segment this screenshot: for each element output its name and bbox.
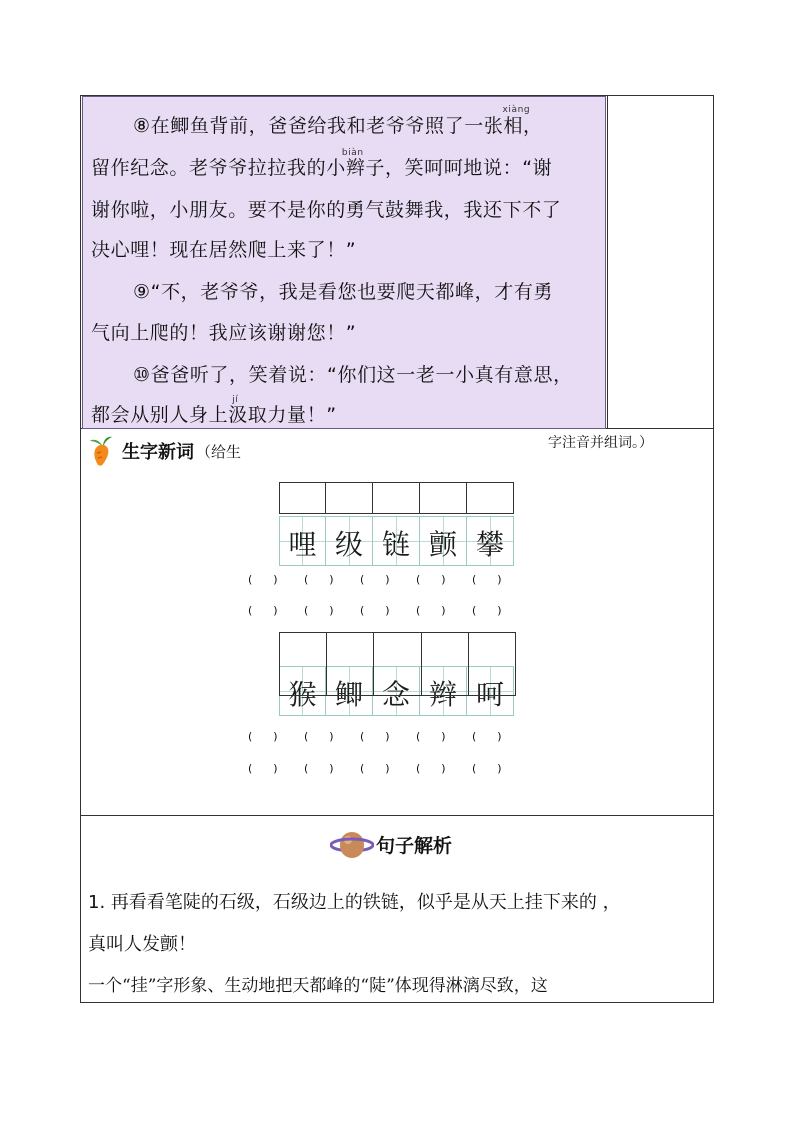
character-cell xyxy=(279,516,326,566)
character-row xyxy=(279,516,514,566)
character-cell xyxy=(373,516,420,566)
pinyin-box-frame[interactable] xyxy=(279,632,516,696)
word-blank[interactable]: ( ) xyxy=(416,604,446,617)
table-divider xyxy=(607,95,608,428)
new-character: 链 xyxy=(381,528,410,561)
analysis-sentence: 1. 再看看笔陡的石级，石级边上的铁链，似乎是从天上挂下来的 ， xyxy=(88,892,621,913)
pinyin-box[interactable] xyxy=(467,482,514,514)
passage-line xyxy=(91,148,553,180)
passage-line: 决心哩！现在居然爬上来了！” xyxy=(91,239,357,261)
passage-text: 汲取力量！” xyxy=(228,404,337,426)
passage-line: 谢你啦，小朋友。要不是你的勇气鼓舞我，我还下不了 xyxy=(91,199,562,221)
word-blank[interactable]: ( ) xyxy=(416,573,446,586)
word-blank[interactable]: ( ) xyxy=(248,604,278,617)
passage-line: 气向上爬的！我应该谢谢您！” xyxy=(91,322,357,344)
word-blank[interactable]: ( ) xyxy=(248,730,278,743)
word-blank[interactable]: ( ) xyxy=(304,573,334,586)
passage-line xyxy=(133,105,543,138)
word-blank-row xyxy=(248,604,528,617)
word-blank[interactable]: ( ) xyxy=(360,573,390,586)
word-blank[interactable]: ( ) xyxy=(360,604,390,617)
word-blank[interactable]: ( ) xyxy=(248,573,278,586)
new-character: 哩 xyxy=(288,528,317,561)
analysis-explanation: 一个“挂”字形象、生动地把天都峰的“陡”体现得淋漓尽致，这 xyxy=(88,976,548,996)
pinyin-box-divider xyxy=(421,632,422,696)
planet-icon xyxy=(330,826,374,862)
word-blank[interactable]: ( ) xyxy=(360,730,390,743)
carrot-icon xyxy=(88,435,118,467)
analysis-sentence: 真叫人发颤！ xyxy=(88,934,196,955)
word-blank[interactable]: ( ) xyxy=(416,762,446,775)
pinyin-annotation: xiàng xyxy=(502,105,531,115)
vocab-heading xyxy=(88,434,241,468)
passage-text: ⑧在鲫鱼背前，爸爸给我和老爷爷照了一张 xyxy=(133,115,504,137)
pinyin-box[interactable] xyxy=(326,482,373,514)
pinyin-box-divider xyxy=(468,632,469,696)
passage-line: ⑩爸爸听了，笑着说：“你们这一老一小真有意思， xyxy=(133,364,573,386)
pinyin-box[interactable] xyxy=(373,482,420,514)
passage-text: 辫子，笑呵呵地说：“谢 xyxy=(345,157,553,179)
new-character: 攀 xyxy=(475,528,504,561)
pinyin-box[interactable] xyxy=(420,482,467,514)
word-blank[interactable]: ( ) xyxy=(360,762,390,775)
pinyin-annotation: jí xyxy=(232,395,239,405)
new-character: 猴 xyxy=(288,678,317,711)
character-cell xyxy=(420,516,467,566)
table-divider xyxy=(80,815,714,816)
new-character: 辫 xyxy=(428,678,457,711)
word-blank[interactable]: ( ) xyxy=(304,604,334,617)
passage-line: ⑨“不，老爷爷，我是看您也要爬天都峰，才有勇 xyxy=(133,281,554,303)
new-character: 呵 xyxy=(475,678,504,711)
word-blank-row xyxy=(248,573,528,586)
word-blank[interactable]: ( ) xyxy=(416,730,446,743)
vocab-instruction: 字注音并组词。） xyxy=(548,435,653,451)
analysis-heading xyxy=(330,826,452,862)
word-blank[interactable]: ( ) xyxy=(472,762,502,775)
word-blank[interactable]: ( ) xyxy=(304,762,334,775)
new-character: 念 xyxy=(381,678,410,711)
word-blank[interactable]: ( ) xyxy=(304,730,334,743)
pinyin-box-divider xyxy=(373,632,374,696)
word-blank-row xyxy=(248,762,528,775)
pinyin-annotation: biàn xyxy=(341,148,364,158)
vocab-title: 生字新词 xyxy=(122,442,194,463)
passage-box xyxy=(82,96,606,429)
passage-text: 相， xyxy=(503,115,543,137)
vocab-instruction: （给生 xyxy=(196,442,242,461)
pinyin-box[interactable] xyxy=(279,482,326,514)
pinyin-box-row xyxy=(279,482,514,514)
pinyin-box-divider xyxy=(279,695,516,696)
word-blank[interactable]: ( ) xyxy=(248,762,278,775)
word-blank-row xyxy=(248,730,528,743)
word-blank[interactable]: ( ) xyxy=(472,730,502,743)
new-character: 鲫 xyxy=(334,678,363,711)
passage-text: 都会从别人身上 xyxy=(91,404,229,426)
new-character: 级 xyxy=(334,528,363,561)
new-character: 颤 xyxy=(428,528,457,561)
passage-line xyxy=(91,395,337,427)
pinyin-box-divider xyxy=(326,632,327,696)
word-blank[interactable]: ( ) xyxy=(472,604,502,617)
character-cell xyxy=(467,516,514,566)
passage-text: 留作纪念。老爷爷拉拉我的小 xyxy=(91,157,346,179)
analysis-title: 句子解析 xyxy=(376,834,453,857)
character-cell xyxy=(326,516,373,566)
word-blank[interactable]: ( ) xyxy=(472,573,502,586)
